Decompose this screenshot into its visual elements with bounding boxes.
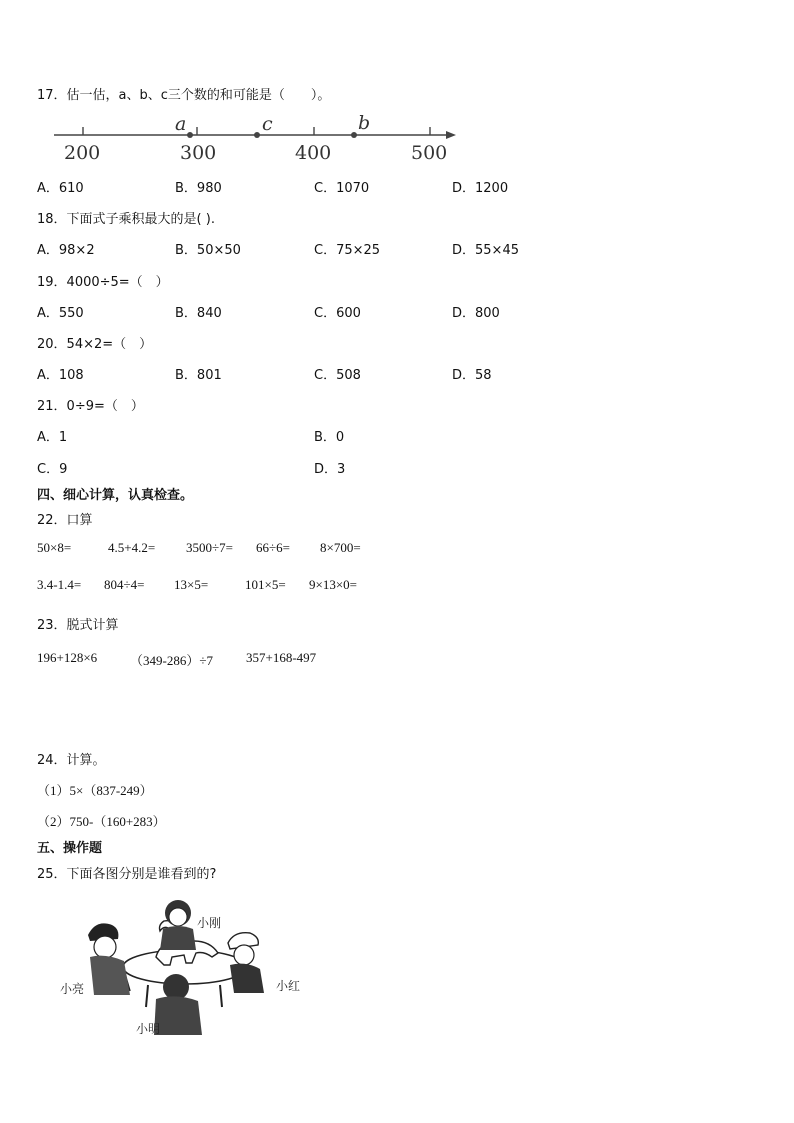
q22-item: 101×5=	[245, 577, 286, 592]
q18-option-d[interactable]: D．55×45	[452, 243, 519, 258]
q19-option-b[interactable]: B．840	[175, 306, 222, 321]
table-leg	[146, 985, 148, 1007]
q19-option-a[interactable]: A．550	[37, 306, 84, 321]
point-a	[187, 132, 193, 138]
person-body	[90, 956, 130, 995]
tick-label-500: 500	[411, 142, 448, 164]
number-line-arrow	[446, 131, 456, 139]
q18-option-b[interactable]: B．50×50	[175, 243, 241, 258]
point-b	[351, 132, 357, 138]
person-body	[230, 964, 264, 993]
q23-stem: 23．脱式计算	[37, 618, 119, 633]
q17-option-d[interactable]: D．1200	[452, 181, 509, 196]
q25-stem: 25．下面各图分别是谁看到的?	[37, 867, 217, 882]
name-label-xiaoming: 小明	[136, 1022, 161, 1036]
tick-label-400: 400	[295, 142, 332, 164]
q23-item: 196+128×6	[37, 650, 98, 665]
point-c	[254, 132, 260, 138]
q23-item: （349-286）÷7	[130, 653, 213, 668]
table-leg	[220, 985, 222, 1007]
q24-stem: 24．计算。	[37, 753, 106, 768]
q19-stem: 19．4000÷5=（ ）	[37, 275, 169, 290]
person-head	[163, 974, 189, 1000]
q22-item: 50×8=	[37, 540, 72, 555]
name-label-xiaogang: 小刚	[197, 916, 222, 930]
q20-option-c[interactable]: C．508	[314, 368, 361, 383]
q24-item-2: （2）750-（160+283）	[37, 814, 166, 829]
q21-option-c[interactable]: C．9	[37, 462, 68, 477]
q22-item: 13×5=	[174, 577, 209, 592]
q17-option-c[interactable]: C．1070	[314, 181, 370, 196]
q22-item: 8×700=	[320, 540, 361, 555]
name-label-xiaoliang: 小亮	[60, 982, 85, 996]
q21-option-a[interactable]: A．1	[37, 430, 68, 445]
tick-label-300: 300	[180, 142, 217, 164]
number-line	[52, 112, 462, 164]
q19-option-d[interactable]: D．800	[452, 306, 500, 321]
q20-option-b[interactable]: B．801	[175, 368, 222, 383]
q17-option-b[interactable]: B．980	[175, 181, 222, 196]
q18-option-c[interactable]: C．75×25	[314, 243, 381, 258]
q22-item: 66÷6=	[256, 540, 290, 555]
section-5-title: 五、操作题	[37, 841, 103, 856]
q20-option-a[interactable]: A．108	[37, 368, 84, 383]
point-label-a: a	[175, 113, 187, 135]
person-body	[160, 926, 196, 950]
q22-item: 804÷4=	[104, 577, 145, 592]
q18-stem: 18．下面式子乘积最大的是( ).	[37, 212, 215, 227]
table-scene-illustration	[60, 895, 310, 1045]
q22-item: 3500÷7=	[186, 540, 233, 555]
q23-item: 357+168-497	[246, 650, 317, 665]
q24-item-1: （1）5×（837-249）	[37, 783, 153, 798]
person-face	[169, 908, 187, 926]
q21-stem: 21．0÷9=（ ）	[37, 399, 144, 414]
person-face	[94, 936, 116, 958]
q17-stem: 17．估一估，a、b、c三个数的和可能是（ ）。	[37, 88, 331, 103]
person-body	[154, 996, 202, 1035]
q22-item: 4.5+4.2=	[108, 540, 156, 555]
point-label-c: c	[262, 113, 273, 135]
name-label-xiaohong: 小红	[276, 979, 301, 993]
section-4-title: 四、细心计算，认真检查。	[37, 488, 194, 503]
q21-option-b[interactable]: B．0	[314, 430, 345, 445]
q22-stem: 22．口算	[37, 513, 93, 528]
person-face	[234, 945, 254, 965]
q20-stem: 20．54×2=（ ）	[37, 337, 153, 352]
q22-item: 3.4-1.4=	[37, 577, 82, 592]
q21-option-d[interactable]: D．3	[314, 462, 346, 477]
q20-option-d[interactable]: D．58	[452, 368, 492, 383]
point-label-b: b	[358, 112, 371, 134]
q18-option-a[interactable]: A．98×2	[37, 243, 95, 258]
tick-label-200: 200	[64, 142, 101, 164]
q17-option-a[interactable]: A．610	[37, 181, 84, 196]
q19-option-c[interactable]: C．600	[314, 306, 361, 321]
q22-item: 9×13×0=	[309, 577, 357, 592]
